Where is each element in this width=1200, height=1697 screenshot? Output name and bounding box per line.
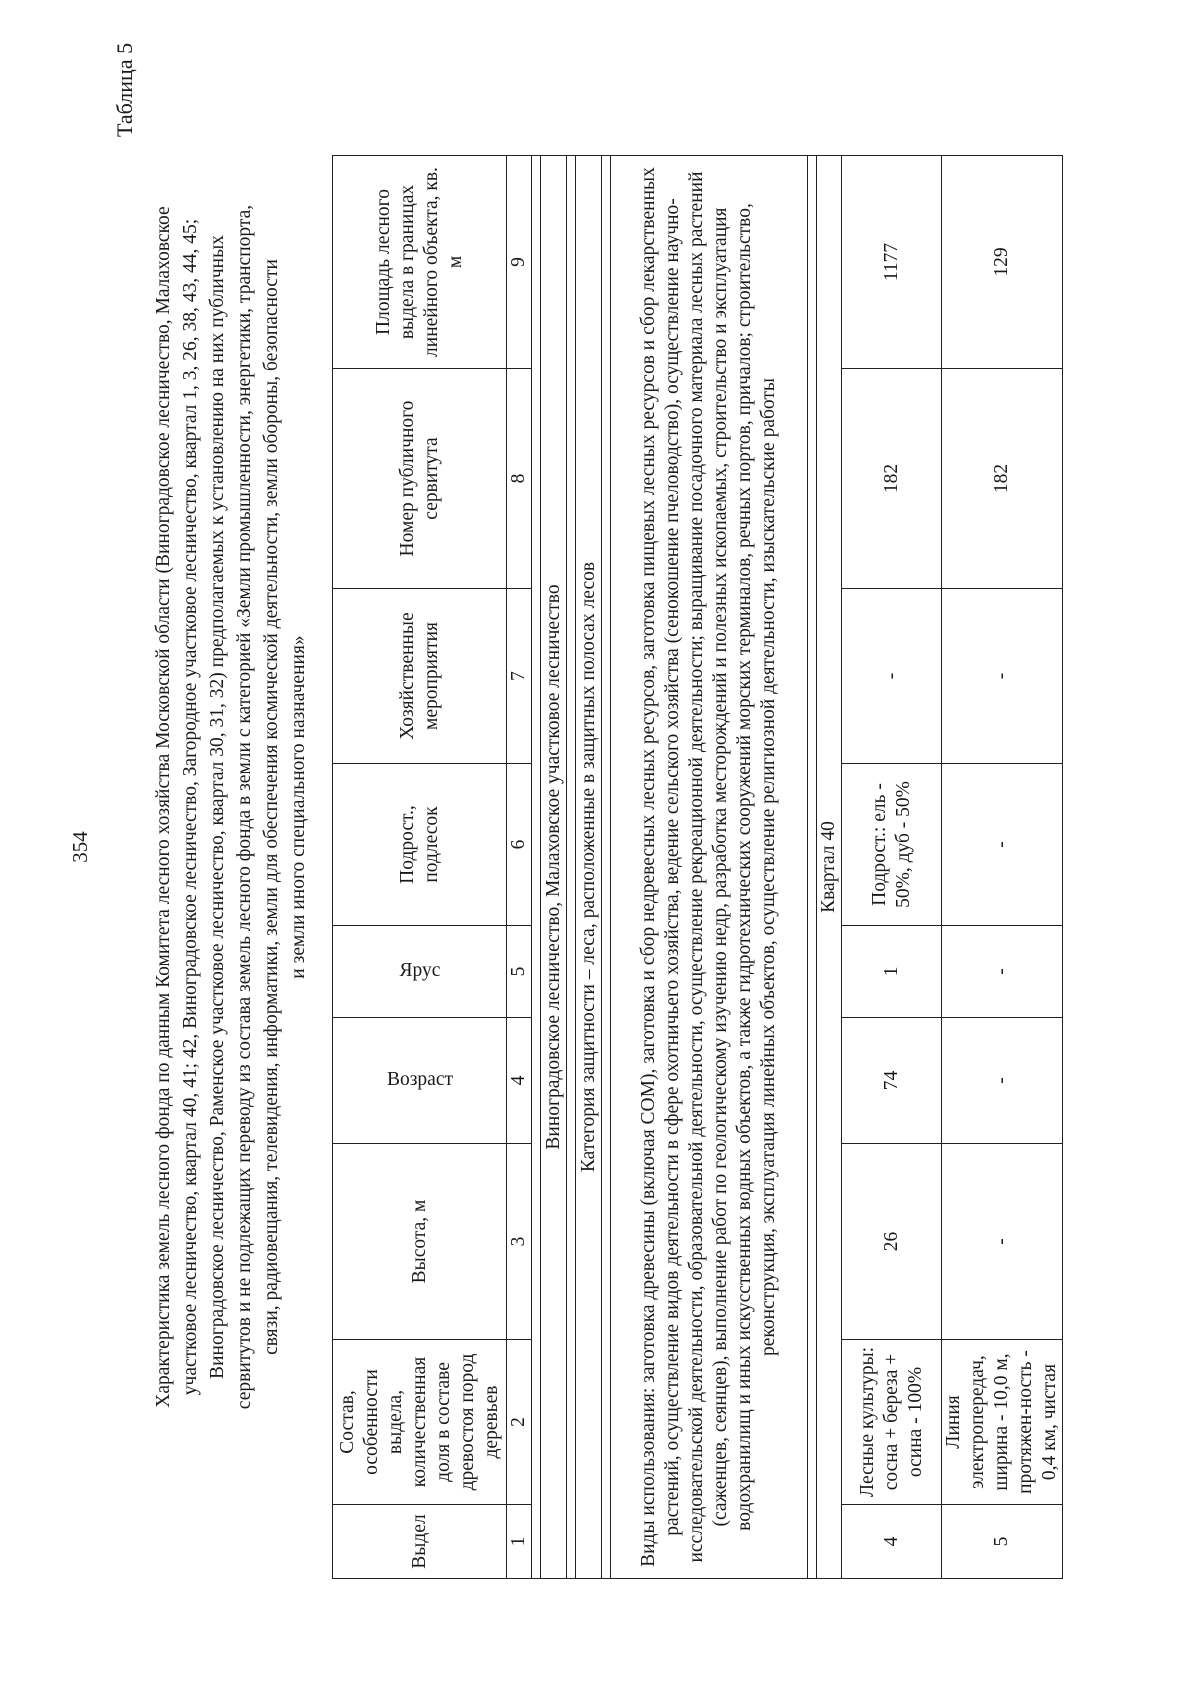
uses-text: Виды использования: заготовка древесины (включая СОМ), заготовка и сбор недревесных лесных ресурсов, заготовка пищевых лесных ресурсов и сбор лекарственных растений, осуществление видов деятельности в сфере охотничьего хозяйства, ведение сельского хозяйства (сенокошение пчеловодство), осуществление научно-исследовательской деятельности, образовательной деятельности, осуществление рекреационной деятельности; выращивание посадочного материала лесных растений (саженцев, сеянцев), выполнение работ по геологическому изучению недр, разработка месторождений и полезных ископаемых, строительство и эксплуатация водохранилищ и иных искусственных водных объектов, а также гидротехнических сооружений морских терминалов, речных портов, причалов; строительство, реконструкция, эксплуатация линейных объектов, осуществление религиозной деятельности, изыскательские работы — [611, 156, 808, 1579]
cell-area: 129 — [942, 156, 1063, 369]
cell-undergrowth: Подрост.: ель - 50%, дуб - 50% — [842, 764, 942, 926]
header-tier — [333, 926, 507, 1018]
header-height: Высота, м — [333, 1144, 507, 1340]
cell-height: - — [942, 1144, 1063, 1340]
spacer-cell — [532, 156, 541, 1579]
protection-category: Категория защитности – леса, расположенные в защитных полосах лесов — [576, 156, 602, 1579]
table-heading — [150, 47, 312, 1567]
uses-row — [611, 156, 808, 1579]
spacer-row — [808, 156, 817, 1579]
forestry-row — [541, 156, 567, 1579]
cell-tier: 1 — [842, 926, 942, 1018]
spacer-cell — [808, 156, 817, 1579]
page-number: 354 — [68, 831, 92, 863]
spacer-row — [532, 156, 541, 1579]
heading-line: связи, радиовещания, телевидения, информатики, земли для обеспечения космической деятельности, земли обороны, безопасности — [261, 259, 282, 1355]
cell-composition: Лесные культуры: сосна + береза + осина - 100% — [842, 1340, 942, 1505]
spacer-cell — [567, 156, 576, 1579]
header-vydel: Выдел — [333, 1505, 507, 1579]
header-undergrowth: Подрост., подлесок — [333, 764, 507, 926]
spacer-row — [602, 156, 611, 1579]
column-number: 2 — [507, 1340, 532, 1505]
spacer-cell — [602, 156, 611, 1579]
table-row — [842, 156, 942, 1579]
cell-height: 26 — [842, 1144, 942, 1340]
cell-composition: Линия электропередач, ширина - 10,0 м, протяжен-ность - 0,4 км, чистая — [942, 1340, 1063, 1505]
column-number: 7 — [507, 589, 532, 764]
header-row — [333, 156, 507, 1579]
cell-measures: - — [842, 589, 942, 764]
cell-vydel: 5 — [942, 1505, 1063, 1579]
header-age-text: Возраст — [386, 1069, 453, 1091]
table-row — [942, 156, 1063, 1579]
cell-servitude: 182 — [842, 369, 942, 589]
forestry-name: Виноградовское лесничество, Малаховское участковое лесничество — [541, 156, 567, 1579]
header-measures: Хозяйственные мероприятия — [333, 589, 507, 764]
column-number: 6 — [507, 764, 532, 926]
cell-age: - — [942, 1018, 1063, 1144]
cell-measures: - — [942, 589, 1063, 764]
cell-servitude: 182 — [942, 369, 1063, 589]
protection-category-row — [576, 156, 602, 1579]
column-number: 8 — [507, 369, 532, 589]
quarter-row — [817, 156, 842, 1579]
cell-vydel: 4 — [842, 1505, 942, 1579]
table-label: Таблица 5 — [112, 42, 137, 137]
column-number: 9 — [507, 156, 532, 369]
forest-land-table — [332, 155, 1063, 1579]
header-servitude: Номер публичного сервитута — [333, 369, 507, 589]
column-number-row — [507, 156, 532, 1579]
cell-undergrowth: - — [942, 764, 1063, 926]
header-composition: Состав, особенности выдела, количественная доля в составе древостоя пород деревьев — [333, 1340, 507, 1505]
quarter-label: Квартал 40 — [817, 156, 842, 1579]
spacer-row — [567, 156, 576, 1579]
header-area: Площадь лесного выдела в границах линейного объекта, кв. м — [333, 156, 507, 369]
heading-line: участковое лесничество, квартал 40, 41; 42, Виноградовское лесничество, Загородное участковое лесничество, квартал 1, 3, 26, 38, 43, 44, 45; — [180, 218, 201, 1396]
cell-age: 74 — [842, 1018, 942, 1144]
column-number: 3 — [507, 1144, 532, 1340]
heading-line: Характеристика земель лесного фонда по данным Комитета лесного хозяйства Московской области (Виноградовское лесничество, Малаховское — [153, 206, 174, 1408]
column-number: 1 — [507, 1505, 532, 1579]
cell-tier: - — [942, 926, 1063, 1018]
cell-area: 1177 — [842, 156, 942, 369]
column-number: 5 — [507, 926, 532, 1018]
header-tier-text: Ярус — [399, 960, 440, 982]
column-number: 4 — [507, 1018, 532, 1144]
heading-line: Виноградовское лесничество, Раменское участковое лесничество, квартал 30, 31, 32) предполагаемых к установлению на них публичных — [207, 235, 228, 1379]
header-age — [333, 1018, 507, 1144]
heading-line: и земли иного специального назначения» — [288, 635, 309, 979]
heading-line: сервитутов и не подлежащих переводу из состава земель лесного фонда в земли с категорией «Земли промышленности, энергетики, транспорта, — [234, 204, 255, 1410]
